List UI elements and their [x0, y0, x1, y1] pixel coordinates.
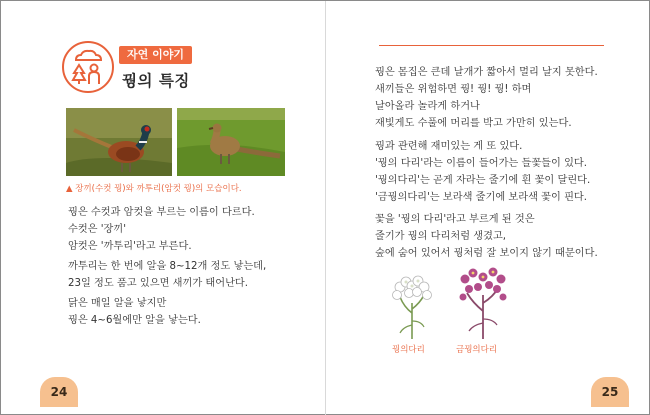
left-paragraph-1: [68, 204, 255, 255]
male-pheasant-photo: [66, 108, 172, 176]
left-paragraph-3: [68, 295, 201, 329]
text-line: '꿩의다리'는 곧게 자라는 줄기에 흰 꽃이 달린다.: [375, 175, 591, 186]
female-pheasant-photo: [177, 108, 285, 176]
text-line: 꽃을 '꿩의 다리'라고 부르게 된 것은: [375, 214, 535, 225]
text-line: 수컷은 '장끼': [68, 224, 127, 235]
left-paragraph-2: [68, 258, 266, 292]
right-paragraph-3: [375, 211, 598, 262]
text-line: 새끼들은 위험하면 꿩! 꿩! 꿩! 하며: [375, 84, 532, 95]
text-line: 꿩은 수컷과 암컷을 부르는 이름이 다르다.: [68, 207, 255, 218]
white-flower-illustration: [387, 273, 437, 339]
text-line: 재빛게도 수풀에 머리를 박고 가만히 있는다.: [375, 118, 572, 129]
nature-story-emblem-icon: [62, 41, 114, 93]
right-paragraph-1: [375, 64, 598, 132]
right-paragraph-2: [375, 138, 590, 206]
page-gutter: [325, 1, 326, 415]
purple-flower-illustration: [453, 267, 513, 339]
page-number-left: 24: [40, 377, 78, 407]
text-line: 꿩은 4~6월에만 알을 낳는다.: [68, 315, 201, 326]
text-line: 줄기가 꿩의 다리처럼 생겼고,: [375, 231, 507, 242]
text-line: 숲에 숨어 있어서 꿩처럼 잘 보이지 않기 때문이다.: [375, 248, 598, 259]
text-line: 닭은 매일 알을 낳지만: [68, 298, 167, 309]
header-rule: [379, 45, 604, 46]
flower-label: 금꿩의다리: [456, 345, 498, 355]
text-line: 까투리는 한 번에 알을 8~12개 정도 낳는데,: [68, 261, 267, 272]
text-line: 꿩과 관련해 재미있는 게 또 있다.: [375, 141, 523, 152]
text-line: 암컷은 '까투리'라고 부른다.: [68, 241, 192, 252]
text-line: 날아올라 놀라게 하거나: [375, 101, 480, 112]
flower-label: 꿩의다리: [392, 345, 425, 355]
text-line: '금꿩의다리'는 보라색 줄기에 보라색 꽃이 핀다.: [375, 192, 588, 203]
page-number-right: 25: [591, 377, 629, 407]
text-line: 꿩은 몸집은 큰데 날개가 짧아서 멀리 날지 못한다.: [375, 67, 598, 78]
photo-caption: ▲ 장끼(수컷 꿩)와 까투리(암컷 꿩)의 모습이다.: [66, 184, 242, 194]
chapter-tag: 자연 이야기: [119, 46, 192, 64]
page-title: 꿩의 특징: [122, 72, 190, 90]
text-line: '꿩의 다리'라는 이름이 들어가는 들꽃들이 있다.: [375, 158, 588, 169]
text-line: 23일 정도 품고 있으면 새끼가 태어난다.: [68, 278, 249, 289]
